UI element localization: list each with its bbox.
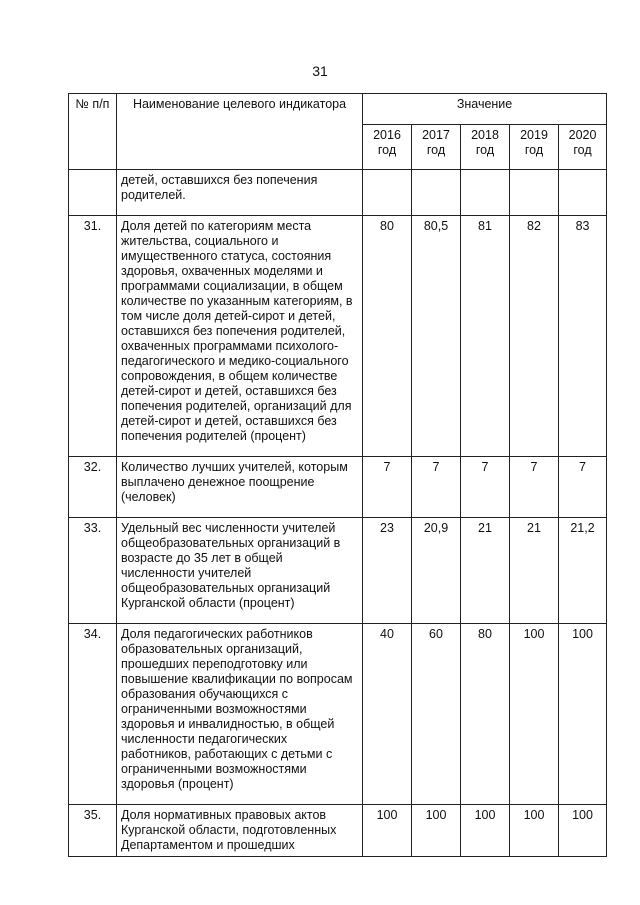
indicators-table (68, 93, 607, 857)
value-cell: 21,2 (559, 518, 607, 624)
header-values: Значение (363, 94, 607, 125)
indicator-name: детей, оставшихся без попечения родителей. (117, 170, 363, 216)
header-year: 2017 год (412, 125, 461, 170)
table-row (69, 624, 607, 805)
value-cell: 80 (461, 624, 510, 805)
row-number: 31. (69, 216, 117, 457)
indicator-name: Доля детей по категориям места жительства, социального и имущественного статуса, состояния здоровья, охваченных моделями и программами социализации, в общем количестве по указанным категориям, в том числе доля детей-сирот и детей, оставшихся без попечения родителей, охваченных программами психолого-педагогического и медико-социального сопровождения, в общем количестве детей-сирот и детей, оставшихся без попечения родителей, организаций для детей-сирот и детей, оставшихся без попечения родителей (процент) (117, 216, 363, 457)
value-cell: 20,9 (412, 518, 461, 624)
value-cell: 100 (510, 805, 559, 857)
row-number (69, 170, 117, 216)
header-row (69, 94, 607, 125)
value-cell (510, 170, 559, 216)
indicator-name: Количество лучших учителей, которым выплачено денежное поощрение (человек) (117, 457, 363, 518)
value-cell: 21 (510, 518, 559, 624)
row-number: 32. (69, 457, 117, 518)
header-num: № п/п (69, 94, 117, 170)
header-year: 2019 год (510, 125, 559, 170)
value-cell: 21 (461, 518, 510, 624)
value-cell (363, 170, 412, 216)
value-cell: 100 (559, 624, 607, 805)
header-year: 2016 год (363, 125, 412, 170)
header-year: 2018 год (461, 125, 510, 170)
value-cell: 60 (412, 624, 461, 805)
row-number: 33. (69, 518, 117, 624)
row-number: 35. (69, 805, 117, 857)
indicator-name: Доля нормативных правовых актов Курганской области, подготовленных Департаментом и прошедших (117, 805, 363, 857)
indicator-name: Удельный вес численности учителей общеобразовательных организаций в возрасте до 35 лет в общей численности учителей общеобразовательных организаций Курганской области (процент) (117, 518, 363, 624)
value-cell: 100 (559, 805, 607, 857)
value-cell: 82 (510, 216, 559, 457)
value-cell: 7 (510, 457, 559, 518)
value-cell: 81 (461, 216, 510, 457)
table-row (69, 170, 607, 216)
value-cell: 7 (559, 457, 607, 518)
table-row (69, 457, 607, 518)
value-cell: 23 (363, 518, 412, 624)
value-cell: 40 (363, 624, 412, 805)
value-cell (559, 170, 607, 216)
value-cell: 7 (363, 457, 412, 518)
header-year: 2020 год (559, 125, 607, 170)
value-cell (412, 170, 461, 216)
row-number: 34. (69, 624, 117, 805)
page-number: 31 (312, 63, 328, 79)
value-cell: 100 (461, 805, 510, 857)
indicator-name: Доля педагогических работников образовательных организаций, прошедших переподготовку или повышение квалификации по вопросам образования обучающихся с ограниченными возможностями здоровья и инвалидностью, в общей численности педагогических работников, работающих с детьми с ограниченными возможностями здоровья (процент) (117, 624, 363, 805)
value-cell: 83 (559, 216, 607, 457)
table-row (69, 805, 607, 857)
value-cell: 80,5 (412, 216, 461, 457)
table-row (69, 518, 607, 624)
value-cell: 7 (412, 457, 461, 518)
value-cell: 80 (363, 216, 412, 457)
value-cell: 100 (363, 805, 412, 857)
value-cell: 7 (461, 457, 510, 518)
value-cell: 100 (510, 624, 559, 805)
value-cell (461, 170, 510, 216)
value-cell: 100 (412, 805, 461, 857)
table-row (69, 216, 607, 457)
header-name: Наименование целевого индикатора (117, 94, 363, 170)
